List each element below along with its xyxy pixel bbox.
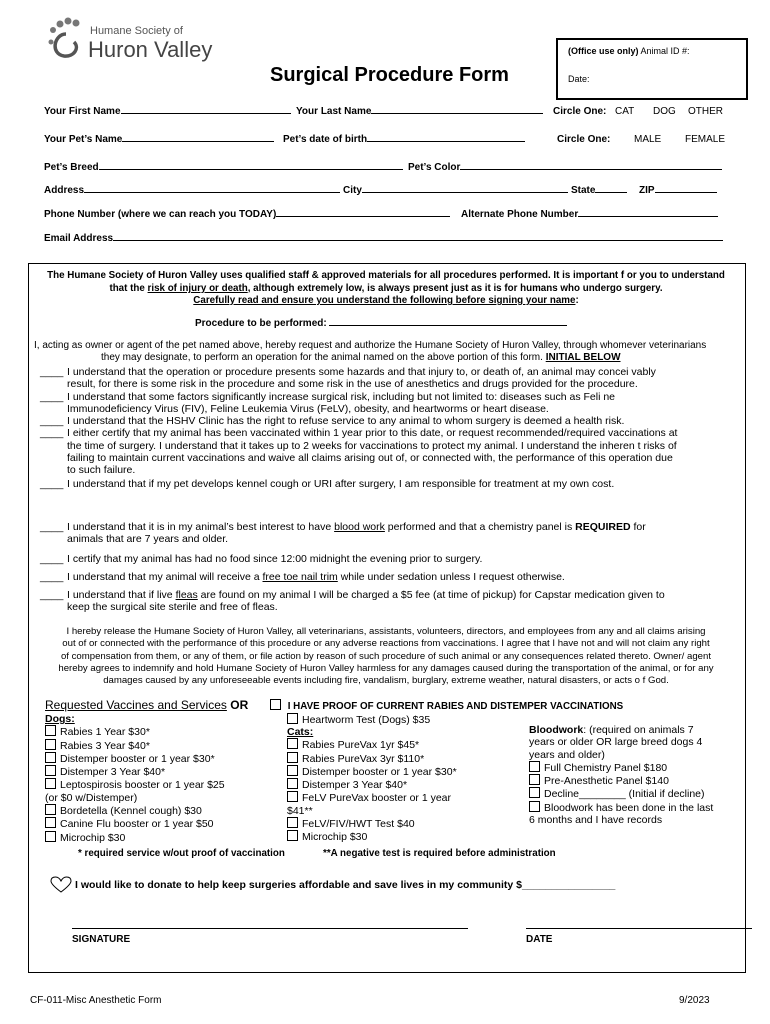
initial-item [40,478,740,490]
first-name-field[interactable]: Your First Name [44,106,291,117]
service-checkbox[interactable]: FeLV/FIV/HWT Test $40 [287,817,522,830]
last-name-field[interactable]: Your Last Name [296,106,543,117]
office-date-label: Date: [568,74,590,84]
address-field[interactable]: Address [44,185,340,196]
bloodwork-done-checkbox[interactable]: Bloodwork has been done in the last [529,801,744,814]
service-checkbox[interactable]: Distemper booster or 1 year $30* [287,765,522,778]
logo [44,14,234,64]
initial-blank[interactable]: ____ [40,553,64,565]
initial-blank[interactable]: ____ [40,589,64,601]
species-circle-label: Circle One: [553,106,607,117]
page-title: Surgical Procedure Form [270,64,509,86]
service-checkbox[interactable]: Leptospirosis booster or 1 year $25 [45,778,280,791]
pet-dob-field[interactable]: Pet’s date of birth [283,134,525,145]
pet-name-field[interactable]: Your Pet’s Name [44,134,274,145]
state-field[interactable]: State [571,185,627,196]
initial-item [40,366,740,391]
donation-field[interactable]: I would like to donate to help keep surgeries affordable and save lives in my community $________________ [75,879,616,891]
initial-items [40,366,740,490]
sex-circle-label: Circle One: [557,134,611,145]
service-checkbox[interactable]: Rabies 1 Year $30* [45,725,280,738]
service-checkbox[interactable]: Microchip $30 [287,830,522,843]
service-checkbox[interactable]: Rabies 3 Year $40* [45,739,280,752]
service-checkbox[interactable]: Full Chemistry Panel $180 [529,761,744,774]
date-line[interactable] [526,928,752,929]
initial-item-text: I understand that if my pet develops kennel cough or URI after surgery, I am responsible for treatment at my own cost. [67,477,615,490]
intro-line2: that the risk of injury or death, although extremely low, is always present just as it is for humans who undergo surgery. [109,283,663,294]
initial-item-text: I either certify that my animal has been vaccinated within 1 year prior to this date, or request recommended/required vaccinations at [67,427,678,440]
species-other[interactable]: OTHER [688,106,723,117]
date-label: DATE [526,934,553,945]
city-field[interactable]: City [343,185,568,196]
service-checkbox[interactable]: Bordetella (Kennel cough) $30 [45,804,280,817]
phone-field[interactable]: Phone Number (where we can reach you TODAY) [44,209,450,220]
auth-line2: they may designate, to perform an operation for the animal named on the above portion of this form. INITIAL BELOW [101,352,621,363]
initial-blank[interactable]: ____ [40,477,64,490]
office-use-box [556,38,748,100]
service-checkbox[interactable]: Distemper 3 Year $40* [287,778,522,791]
logo-line1: Humane Society of [90,25,183,37]
alt-phone-field[interactable]: Alternate Phone Number [461,209,718,220]
pet-breed-field[interactable]: Pet’s Breed [44,162,403,173]
heart-icon [50,876,72,894]
procedure-field[interactable]: Procedure to be performed: [195,318,567,329]
bloodwork-column: Bloodwork: (required on animals 7 years or older OR large breed dogs 4 years and older) Full Chemistry Panel $180 Pre-Anesthetic Panel $140 Decline________ (Initial if decline) Bloodwork has been done in the last 6 months and I have records [529,724,744,826]
proof-checkbox[interactable]: I HAVE PROOF OF CURRENT RABIES AND DISTEMPER VACCINATIONS [270,699,623,712]
service-checkbox[interactable]: Canine Flu booster or 1 year $50 [45,817,280,830]
initial-item [40,415,740,427]
service-checkbox[interactable]: Distemper 3 Year $40* [45,765,280,778]
signature-line[interactable] [72,928,468,929]
initial-blank[interactable]: ____ [40,390,64,403]
paw-logo-icon [44,16,92,58]
initial-blank[interactable]: ____ [40,366,64,378]
initial-blank[interactable]: ____ [40,521,64,533]
auth-line1: I, acting as owner or agent of the pet named above, hereby request and authorize the Humane Society of Huron Valley, through whomever veterinarians [34,340,707,351]
pet-color-field[interactable]: Pet’s Color [408,162,722,173]
signature-label: SIGNATURE [72,934,131,945]
item-bloodwork: ____ I understand that it is in my animal’s best interest to have blood work performed and that a chemistry panel is REQUIRED for animals that are 7 years and older. [40,521,646,546]
item-nail: ____ I understand that my animal will receive a free toe nail trim while under sedation unless I request otherwise. [40,571,565,583]
initial-item-text: to such failure. [67,464,136,477]
vaccine-footnote-2: **A negative test is required before administration [323,848,556,859]
intro-line3: Carefully read and ensure you understand the following before signing your name: [193,295,579,306]
email-field[interactable]: Email Address [44,233,723,244]
service-checkbox[interactable]: Pre-Anesthetic Panel $140 [529,774,744,787]
item-food: ____ I certify that my animal has had no food since 12:00 midnight the evening prior to surgery. [40,553,483,565]
initial-item-text: Immunodeficiency Virus (FIV), Feline Leukemia Virus (FeLV), obesity, and heartworms or heart disease. [67,402,549,415]
service-checkbox[interactable]: Distemper booster or 1 year $30* [45,752,280,765]
dogs-column: Dogs: Rabies 1 Year $30* Rabies 3 Year $40* Distemper booster or 1 year $30* Distemper 3 Year $40* Leptospirosis booster or 1 year $25 (or $0 w/Distemper) Bordetella (Kennel cough) $30 Canine Flu booster or 1 year $50 Microchip $30 [45,713,280,844]
vaccine-footnote-1: * required service w/out proof of vaccination [78,848,285,859]
intro-line1: The Humane Society of Huron Valley uses qualified staff & approved materials for all procedures performed. It is important f or you to understand [47,270,725,281]
footer-form-id: CF-011-Misc Anesthetic Form [30,995,162,1006]
decline-checkbox[interactable]: Decline________ (Initial if decline) [529,787,744,800]
initial-blank[interactable]: ____ [40,571,64,583]
release-paragraph: I hereby release the Humane Society of Huron Valley, all veterinarians, assistants, volunteers, directors, and employees from any and all claims arising out of or connected with the performance of this procedure or any adverse reactions from vaccinations. I agree that I have not and will not claim any right of compensation from them, or any of them, or file action by reason of such procedure of such animal or any consequences related thereto. Owner/ agent hereby agrees to indemnify and hold Humane Society of Huron Valley harmless for any damages caused during the transportation of the animal, or for any damages caused by any unforeseeable events including fire, vandalism, burglary, extreme weather, natural disasters, or acts o f God. [58,626,714,687]
cats-column: Cats: Rabies PureVax 1yr $45* Rabies PureVax 3yr $110* Distemper booster or 1 year $30* Distemper 3 Year $40* FeLV PureVax booster or 1 year $41** FeLV/FIV/HWT Test $40 Microchip $30 [287,726,522,844]
initial-item [40,391,740,416]
species-cat[interactable]: CAT [615,106,635,117]
initial-item-text: I understand that some factors significantly increase surgical risk, including but not limited to: diseases such as Feli ne [67,390,616,403]
initial-item-text: I understand that the operation or procedure presents some hazards and that injury to, or death of, an animal may concei vably [67,366,656,378]
zip-field[interactable]: ZIP [639,185,717,196]
animal-id-label: (Office use only) Animal ID #: [568,46,690,56]
initial-item-text: failing to maintain current vaccinations and waive all claims arising out of, or connected with, the performance of this operation due [67,452,673,465]
initial-blank[interactable]: ____ [40,427,64,440]
initial-item [40,427,740,476]
service-checkbox[interactable]: Rabies PureVax 1yr $45* [287,738,522,751]
service-checkbox[interactable]: Rabies PureVax 3yr $110* [287,752,522,765]
service-checkbox[interactable]: FeLV PureVax booster or 1 year [287,791,522,804]
sex-male[interactable]: MALE [634,134,662,145]
logo-line2: Huron Valley [88,37,213,62]
species-dog[interactable]: DOG [653,106,676,117]
initial-item-text: I understand that the HSHV Clinic has the right to refuse service to any animal to whom surgery is deemed a health risk. [67,415,625,428]
vaccines-heading: Requested Vaccines and Services OR [45,698,249,712]
heartworm-checkbox[interactable]: Heartworm Test (Dogs) $35 [287,713,430,726]
service-checkbox[interactable]: Microchip $30 [45,831,280,844]
initial-blank[interactable]: ____ [40,415,64,428]
initial-item-text: the time of surgery. I understand that it takes up to 2 weeks for vaccinations to protect my animal. I understand the inheren t risks of [67,439,677,452]
sex-female[interactable]: FEMALE [685,134,726,145]
initial-item-text: result, for there is some risk in the procedure and some risk in the use of anesthetics and drugs provided for the procedure. [67,378,638,391]
footer-date: 9/2023 [679,995,710,1006]
item-fleas: ____ I understand that if live fleas are found on my animal I will be charged a $5 fee (at time of pickup) for Capstar medication given to keep the surgical site sterile and free of fleas. [40,589,665,614]
